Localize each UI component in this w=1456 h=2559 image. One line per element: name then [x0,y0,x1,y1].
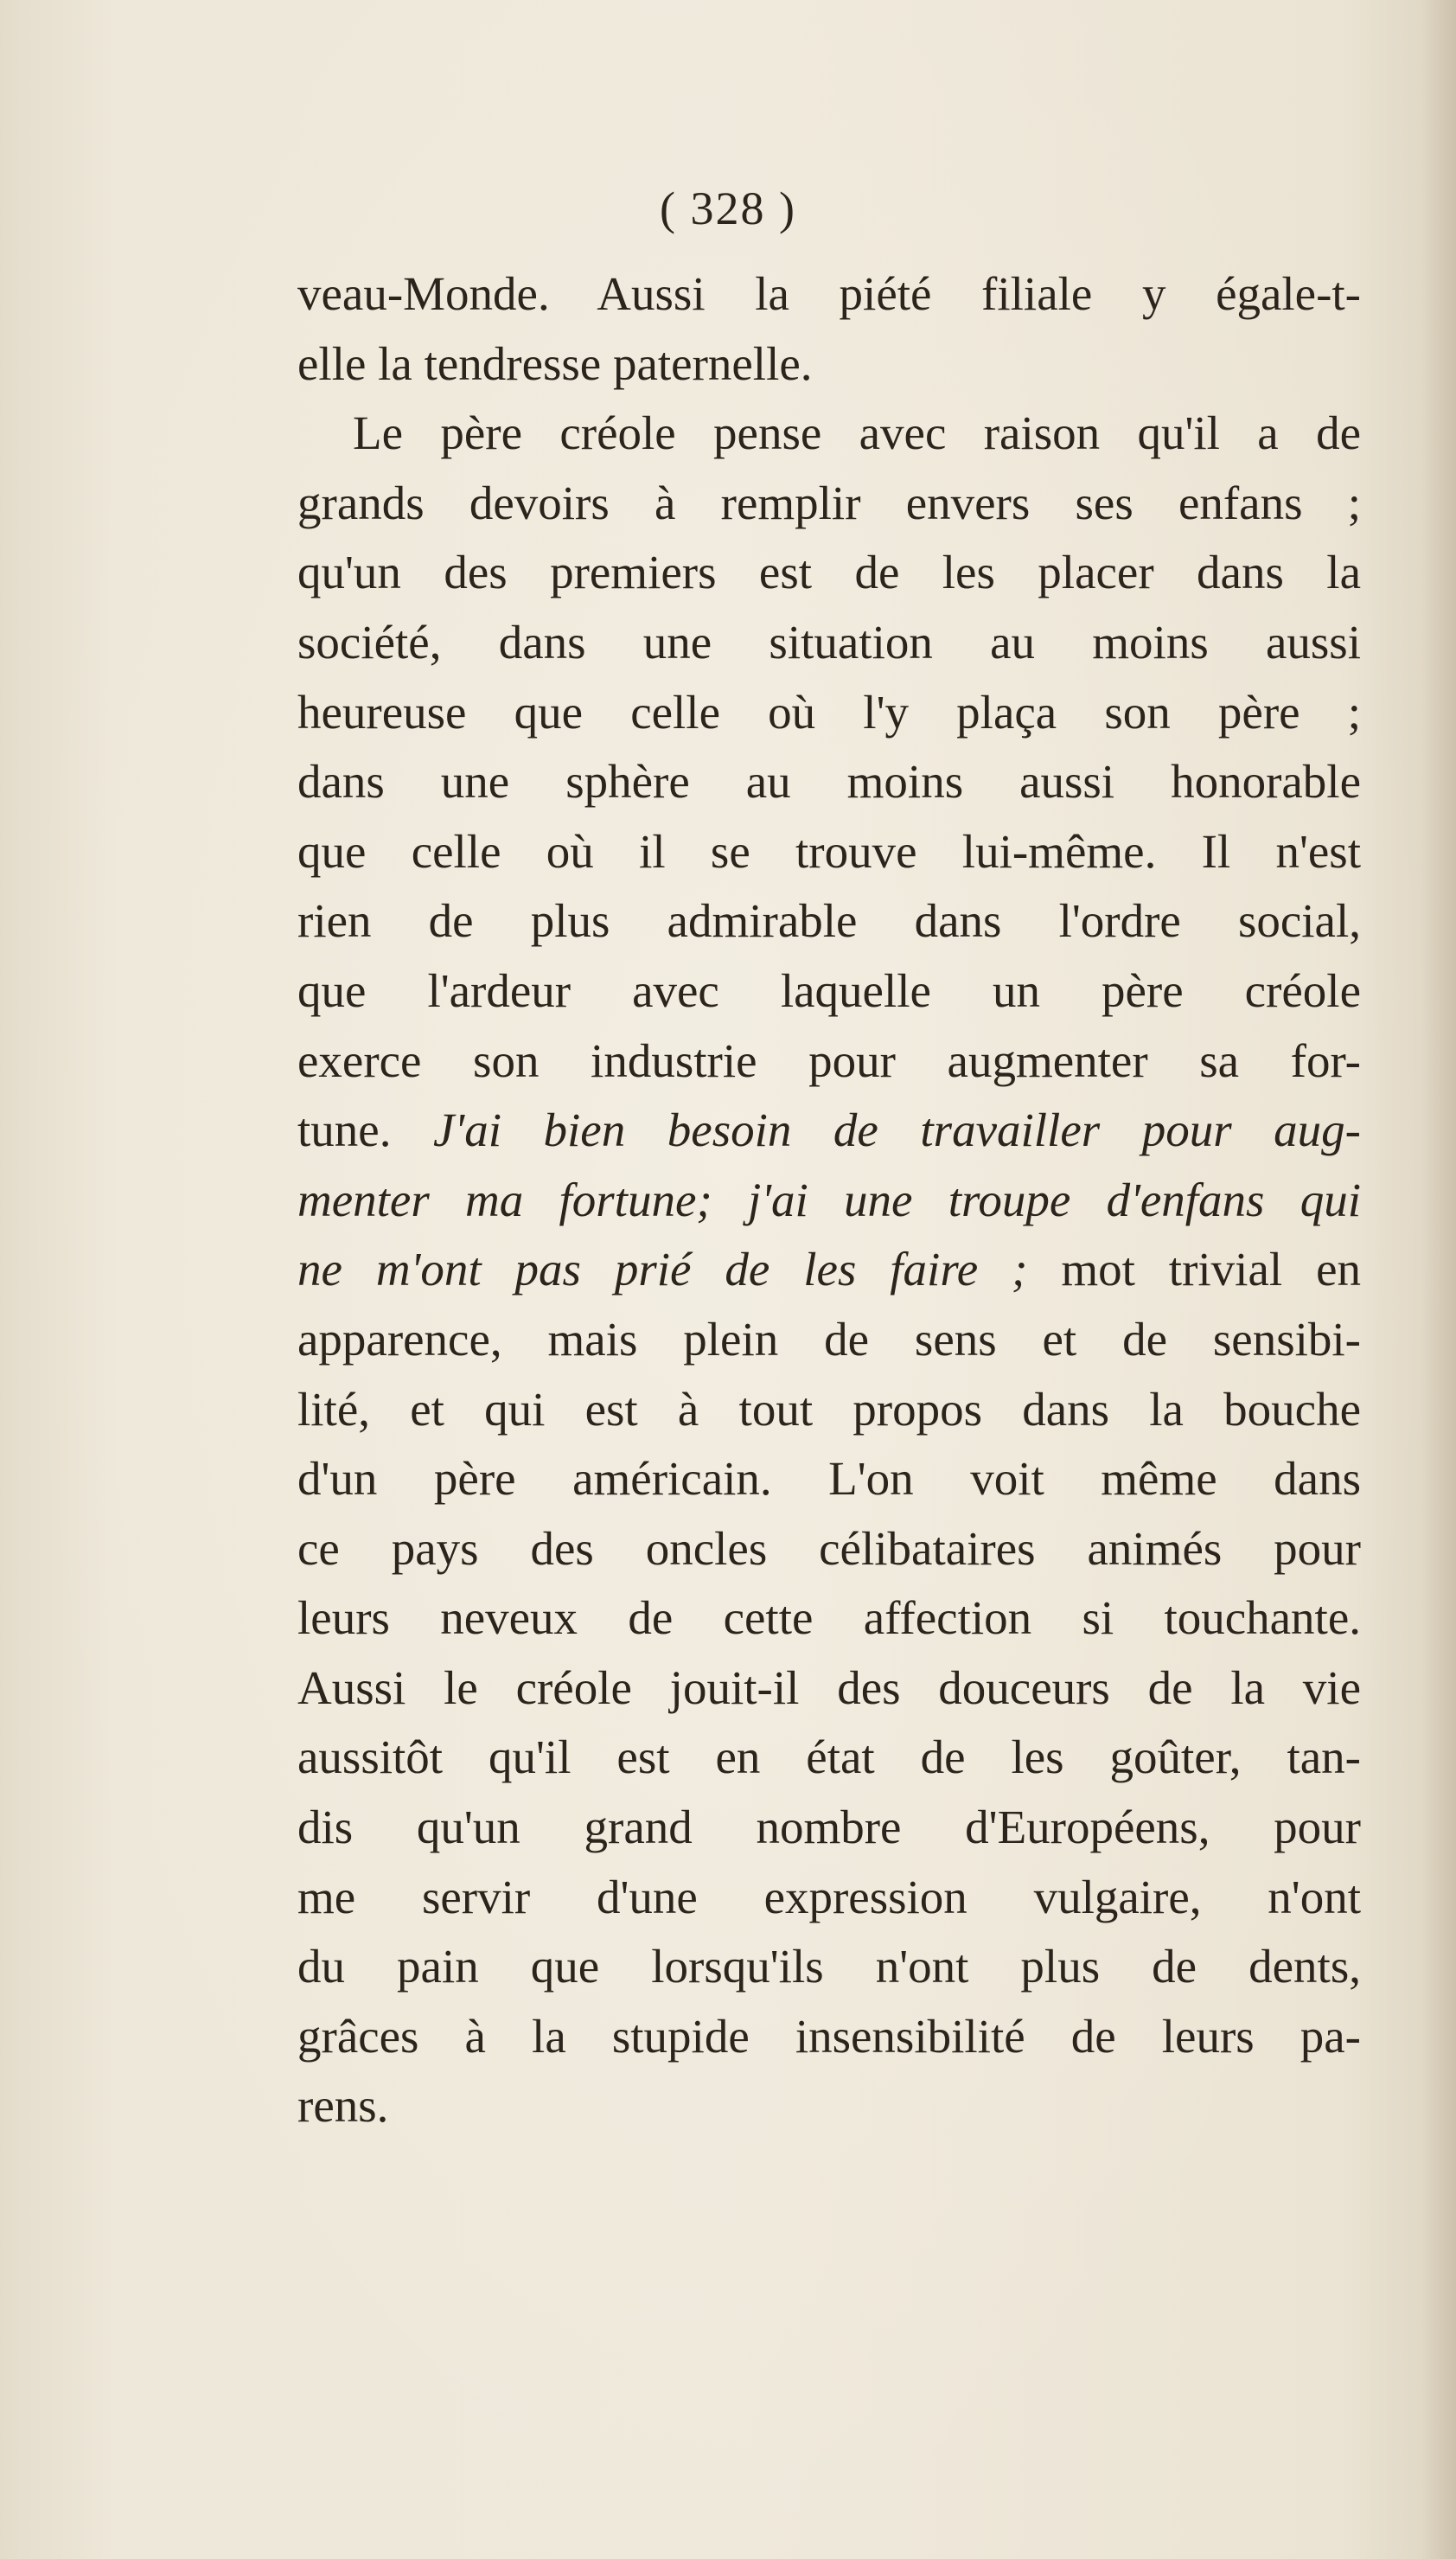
text-line [297,2002,1361,2072]
text-segment: ce pays des oncles célibataires animés pour [297,1521,1361,1575]
text-line [297,1793,1361,1863]
italic-quote-segment: ne m'ont pas prié de les faire ; [297,1243,1028,1296]
text-segment: leurs neveux de cette affection si touchante. [297,1591,1361,1645]
text-segment: lité, et qui est à tout propos dans la bouche [297,1382,1361,1436]
text-line [297,1166,1361,1236]
text-segment: exerce son industrie pour augmenter sa for- [297,1033,1361,1087]
text-line [297,259,1361,329]
text-segment: apparence, mais plein de sens et de sensibi- [297,1312,1361,1366]
text-segment: qu'un des premiers est de les placer dans la [297,546,1361,599]
text-line [297,1723,1361,1793]
text-segment: société, dans une situation au moins aussi [297,615,1361,669]
text-line [297,1932,1361,2002]
text-segment: rens. [297,2079,389,2133]
text-segment: aussitôt qu'il est en état de les goûter, tan- [297,1731,1361,1784]
text-line [297,1654,1361,1724]
text-line [297,678,1361,748]
text-segment: que l'ardeur avec laquelle un père créole [297,963,1361,1017]
text-segment: grands devoirs à remplir envers ses enfans ; [297,476,1361,529]
text-segment: veau-Monde. Aussi la piété filiale y égale-t- [297,267,1361,320]
text-segment: grâces à la stupide insensibilité de leurs pa- [297,2009,1361,2063]
text-line [297,1305,1361,1375]
text-segment: du pain que lorsqu'ils n'ont plus de dents, [297,1940,1361,1993]
text-segment: elle la tendresse paternelle. [297,336,813,390]
text-line [297,747,1361,817]
text-line [297,1583,1361,1654]
text-line [297,329,1361,400]
text-line [297,1444,1361,1514]
italic-quote-segment: J'ai bien besoin de travailler pour aug- [433,1104,1361,1157]
text-line [297,1514,1361,1584]
text-line [297,1863,1361,1933]
text-line [297,1375,1361,1445]
text-line [297,538,1361,608]
text-line [297,817,1361,887]
text-segment: me servir d'une expression vulgaire, n'ont [297,1870,1361,1923]
italic-quote-segment: menter ma fortune; j'ai une troupe d'enfans qui [297,1173,1361,1226]
text-segment: heureuse que celle où l'y plaça son père ; [297,685,1361,739]
page-edge-shadow [1421,0,1456,2559]
page-number: ( 328 ) [660,182,796,234]
text-line [297,399,1361,469]
text-segment: Le père créole pense avec raison qu'il a de [353,406,1361,460]
text-segment: d'un père américain. L'on voit même dans [297,1452,1361,1506]
text-segment: mot trivial en [1061,1243,1362,1296]
text-line [297,1096,1361,1166]
text-segment: dans une sphère au moins aussi honorable [297,755,1361,809]
text-segment: Aussi le créole jouit-il des douceurs de la vie [297,1660,1361,1714]
body-text [297,259,1361,2141]
text-segment: dis qu'un grand nombre d'Européens, pour [297,1801,1361,1854]
text-segment: que celle où il se trouve lui-même. Il n'est [297,824,1361,878]
text-line [297,886,1361,956]
text-segment: tune. [297,1104,392,1157]
text-line [297,608,1361,678]
text-line [297,1235,1361,1305]
text-segment: rien de plus admirable dans l'ordre social, [297,894,1361,948]
text-line [297,1027,1361,1097]
text-line [297,956,1361,1027]
text-line [297,469,1361,539]
text-line [297,2071,1361,2141]
